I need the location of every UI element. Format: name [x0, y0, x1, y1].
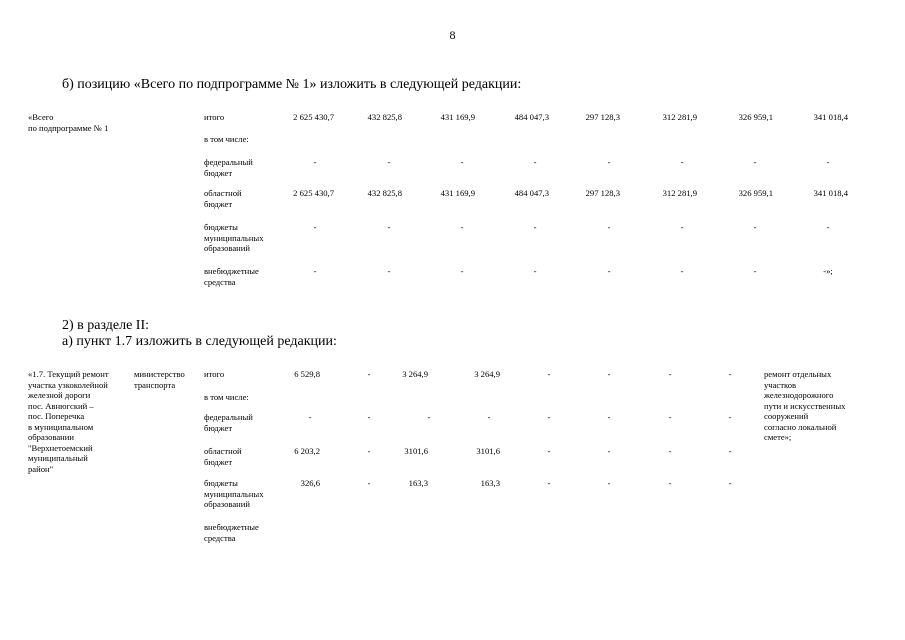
table-row-label: в том числе:	[204, 134, 249, 144]
table-cell: 2 625 430,7	[293, 188, 334, 198]
table-cell: -	[668, 446, 672, 456]
table-cell: 341 018,4	[813, 112, 848, 122]
table-cell: -	[313, 157, 317, 167]
table-cell: 312 281,9	[662, 188, 697, 198]
table-cell: 297 128,3	[585, 188, 620, 198]
table-cell: -	[680, 157, 684, 167]
table-cell: -	[367, 369, 371, 379]
page-number: 8	[449, 28, 456, 42]
table-cell: 3101,6	[404, 446, 428, 456]
table-cell: -	[728, 412, 732, 422]
table-cell: -	[753, 157, 757, 167]
table-cell: -	[607, 478, 611, 488]
table-cell: -	[728, 478, 732, 488]
section-b-heading: б) позицию «Всего по подпрограмме № 1» изложить в следующей редакции:	[62, 77, 522, 92]
table2-expected-result: ремонт отдельных участков железнодорожного пути и искусственных сооружений согласно локальной смете»;	[764, 369, 846, 442]
table-cell: -	[533, 266, 537, 276]
table-cell: -	[308, 412, 312, 422]
table-cell: 484 047,3	[514, 188, 549, 198]
table-cell: -	[367, 412, 371, 422]
table-row-label: областной бюджет	[204, 446, 242, 467]
table-cell: 432 825,8	[367, 112, 402, 122]
table-cell: -	[680, 266, 684, 276]
table-cell: 484 047,3	[514, 112, 549, 122]
table-cell: -	[367, 446, 371, 456]
table-cell: -	[367, 478, 371, 488]
table-cell: -	[460, 157, 464, 167]
table-cell: 341 018,4	[813, 188, 848, 198]
table-cell: -	[547, 412, 551, 422]
table-cell: 3101,6	[476, 446, 500, 456]
table-cell: 3 264,9	[402, 369, 428, 379]
table-cell: 431 169,9	[440, 112, 475, 122]
table-cell: -	[607, 266, 611, 276]
table-cell: -	[826, 222, 830, 232]
table-row-label: итого	[204, 369, 225, 379]
table-cell: -»;	[823, 266, 833, 276]
table-row-label: областной бюджет	[204, 188, 242, 209]
table-cell: -	[753, 266, 757, 276]
table-cell: -	[387, 157, 391, 167]
table-cell: -	[533, 222, 537, 232]
table-cell: -	[668, 369, 672, 379]
table-cell: -	[753, 222, 757, 232]
table-row-label: в том числе:	[204, 392, 249, 402]
table-row-label: внебюджетные средства	[204, 522, 259, 543]
table-cell: -	[607, 412, 611, 422]
table-cell: 2 625 430,7	[293, 112, 334, 122]
table-cell: 6 203,2	[294, 446, 320, 456]
table-row-label: внебюджетные средства	[204, 266, 259, 287]
table-cell: -	[547, 369, 551, 379]
table-cell: -	[826, 157, 830, 167]
table-cell: -	[387, 222, 391, 232]
section-2a-heading: а) пункт 1.7 изложить в следующей редакции:	[62, 334, 337, 349]
table-cell: -	[460, 222, 464, 232]
table-cell: 163,3	[480, 478, 500, 488]
table-cell: -	[607, 157, 611, 167]
table-row-label: итого	[204, 112, 225, 122]
table-cell: 326 959,1	[738, 112, 773, 122]
table-cell: -	[728, 369, 732, 379]
table-cell: -	[607, 446, 611, 456]
table-cell: -	[728, 446, 732, 456]
table-cell: -	[487, 412, 491, 422]
table2-executor: министерство транспорта	[134, 369, 185, 390]
table-cell: 297 128,3	[585, 112, 620, 122]
table-cell: 3 264,9	[474, 369, 500, 379]
table-cell: 326,6	[300, 478, 320, 488]
table-cell: -	[607, 222, 611, 232]
table-row-label: федеральный бюджет	[204, 412, 253, 433]
table-row-label: бюджеты муниципальных образований	[204, 222, 264, 253]
table-cell: 6 529,8	[294, 369, 320, 379]
table-row-label: федеральный бюджет	[204, 157, 253, 178]
table1-row-label: «Всего по подпрограмме № 1	[28, 112, 109, 133]
table-cell: -	[313, 266, 317, 276]
section-2-heading: 2) в разделе II:	[62, 318, 150, 333]
table-cell: 432 825,8	[367, 188, 402, 198]
table-cell: -	[668, 478, 672, 488]
table-cell: -	[668, 412, 672, 422]
table-cell: -	[427, 412, 431, 422]
table-cell: -	[547, 478, 551, 488]
table-row-label: бюджеты муниципальных образований	[204, 478, 264, 509]
table-cell: -	[460, 266, 464, 276]
table-cell: -	[313, 222, 317, 232]
table-cell: 163,3	[408, 478, 428, 488]
table-cell: -	[387, 266, 391, 276]
table-cell: 312 281,9	[662, 112, 697, 122]
table-cell: -	[533, 157, 537, 167]
table-cell: 431 169,9	[440, 188, 475, 198]
table2-item-name: «1.7. Текущий ремонт участка узкоколейной железной дороги пос. Авнюгский – пос. Поперечка в муниципальном образовании "Верхнетоемский муниципальный район"	[28, 369, 109, 474]
table-cell: -	[680, 222, 684, 232]
table-cell: 326 959,1	[738, 188, 773, 198]
table-cell: -	[547, 446, 551, 456]
table-cell: -	[607, 369, 611, 379]
